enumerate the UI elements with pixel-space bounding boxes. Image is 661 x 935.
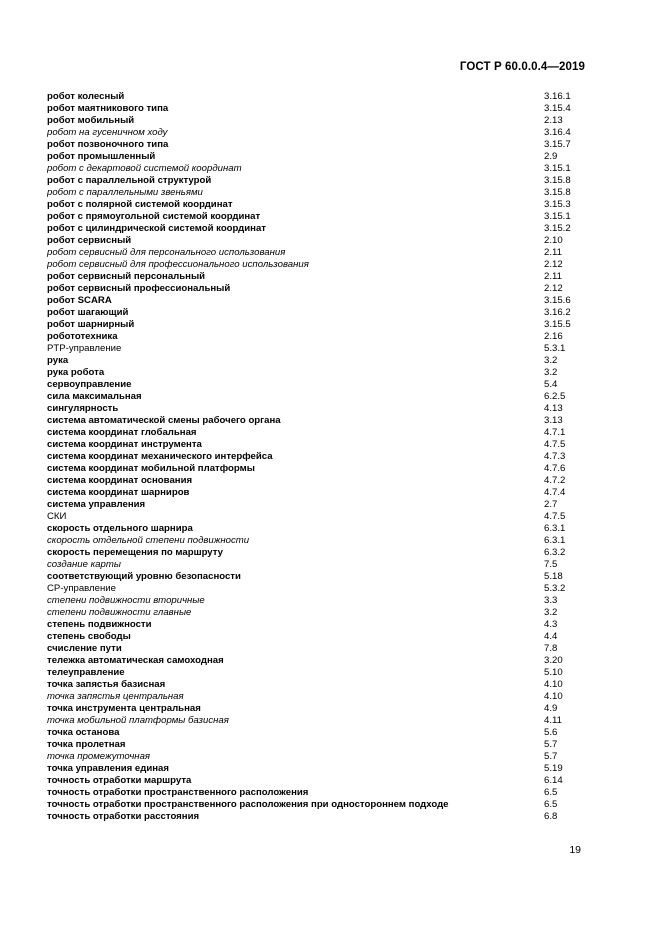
index-term: CP-управление	[47, 583, 116, 594]
index-entry	[47, 643, 607, 655]
index-entry	[47, 691, 607, 703]
index-term: система координат инструмента	[47, 439, 202, 450]
index-term: робот с прямоугольной системой координат	[47, 211, 261, 222]
index-entry	[47, 307, 607, 319]
index-entry	[47, 379, 607, 391]
index-term: степени подвижности главные	[47, 607, 192, 618]
index-entry	[47, 607, 607, 619]
index-ref: 2.10	[544, 235, 563, 246]
index-entry	[47, 223, 607, 235]
index-term: система координат механического интерфейса	[47, 451, 273, 462]
index-ref: 3.2	[544, 367, 558, 378]
index-term: тележка автоматическая самоходная	[47, 655, 224, 666]
index-term: точка мобильной платформы базисная	[47, 715, 229, 726]
index-term: робот сервисный для персонального использования	[47, 247, 286, 258]
index-ref: 5.19	[544, 763, 563, 774]
index-entry	[47, 739, 607, 751]
index-entry	[47, 619, 607, 631]
index-ref: 3.15.8	[544, 175, 571, 186]
index-entry	[47, 295, 607, 307]
index-entry	[47, 331, 607, 343]
index-entry	[47, 703, 607, 715]
index-entry	[47, 355, 607, 367]
index-term: система управления	[47, 499, 146, 510]
index-ref: 4.11	[544, 715, 562, 726]
index-ref: 6.14	[544, 775, 563, 786]
index-ref: 2.11	[544, 271, 562, 282]
index-entry	[47, 763, 607, 775]
index-ref: 6.5	[544, 799, 558, 810]
index-ref: 3.16.4	[544, 127, 571, 138]
index-ref: 3.15.3	[544, 199, 571, 210]
index-ref: 4.3	[544, 619, 558, 630]
index-term: СКИ	[47, 511, 67, 522]
index-term: робот сервисный	[47, 235, 132, 246]
index-term: робот с параллельной структурой	[47, 175, 212, 186]
index-entry	[47, 127, 607, 139]
index-entry	[47, 631, 607, 643]
index-entry	[47, 727, 607, 739]
index-entry	[47, 139, 607, 151]
index-ref: 5.4	[544, 379, 558, 390]
index-term: сервоуправление	[47, 379, 132, 390]
index-ref: 5.10	[544, 667, 563, 678]
index-entry	[47, 547, 607, 559]
index-entry	[47, 235, 607, 247]
index-entry	[47, 115, 607, 127]
index-ref: 6.3.2	[544, 547, 566, 558]
index-ref: 3.3	[544, 595, 558, 606]
index-term: сила максимальная	[47, 391, 142, 402]
index-ref: 3.20	[544, 655, 563, 666]
index-term: робот SCARA	[47, 295, 112, 306]
index-term: степень свободы	[47, 631, 131, 642]
index-ref: 5.7	[544, 751, 558, 762]
index-ref: 5.18	[544, 571, 563, 582]
index-entry	[47, 91, 607, 103]
index-term: робот с параллельными звеньями	[47, 187, 203, 198]
index-entry	[47, 595, 607, 607]
index-entry	[47, 655, 607, 667]
index-term: робот с полярной системой координат	[47, 199, 233, 210]
index-term: робот позвоночного типа	[47, 139, 169, 150]
index-entry	[47, 319, 607, 331]
index-term: соответствующий уровню безопасности	[47, 571, 241, 582]
index-ref: 6.3.1	[544, 535, 566, 546]
index-ref: 4.7.3	[544, 451, 566, 462]
index-entry	[47, 679, 607, 691]
index-ref: 3.2	[544, 355, 558, 366]
index-entry	[47, 343, 607, 355]
index-term: точка запястья базисная	[47, 679, 166, 690]
index-ref: 3.15.1	[544, 211, 571, 222]
index-entry	[47, 187, 607, 199]
index-ref: 6.8	[544, 811, 558, 822]
index-term: робот промышленный	[47, 151, 156, 162]
index-term: робот колесный	[47, 91, 125, 102]
index-ref: 3.15.1	[544, 163, 571, 174]
index-entry	[47, 451, 607, 463]
index-entry	[47, 511, 607, 523]
index-entry	[47, 163, 607, 175]
index-term: робототехника	[47, 331, 118, 342]
index-entry	[47, 427, 607, 439]
index-term: счисление пути	[47, 643, 122, 654]
index-term: сингулярность	[47, 403, 119, 414]
index-entry	[47, 403, 607, 415]
index-ref: 2.12	[544, 283, 563, 294]
index-ref: 7.8	[544, 643, 558, 654]
index-term: точка останова	[47, 727, 120, 738]
index-ref: 3.15.5	[544, 319, 571, 330]
index-entry	[47, 199, 607, 211]
index-ref: 4.10	[544, 679, 563, 690]
index-ref: 2.11	[544, 247, 562, 258]
index-entry	[47, 583, 607, 595]
index-ref: 2.7	[544, 499, 558, 510]
index-term: система координат глобальная	[47, 427, 197, 438]
index-ref: 7.5	[544, 559, 558, 570]
index-term: точка запястья центральная	[47, 691, 184, 702]
index-entry	[47, 463, 607, 475]
index-term: степени подвижности вторичные	[47, 595, 205, 606]
index-ref: 2.9	[544, 151, 558, 162]
index-term: точность отработки маршрута	[47, 775, 192, 786]
index-entry	[47, 283, 607, 295]
index-term: телеуправление	[47, 667, 125, 678]
index-term: точность отработки пространственного расположения	[47, 787, 309, 798]
index-entry	[47, 571, 607, 583]
index-ref: 4.10	[544, 691, 563, 702]
index-entry	[47, 751, 607, 763]
index-ref: 4.7.6	[544, 463, 566, 474]
index-ref: 2.13	[544, 115, 563, 126]
index-entry	[47, 151, 607, 163]
index-entry	[47, 775, 607, 787]
index-ref: 4.7.2	[544, 475, 566, 486]
term-index	[47, 91, 607, 823]
page-number: 19	[569, 844, 581, 856]
index-term: точка пролетная	[47, 739, 126, 750]
index-entry	[47, 415, 607, 427]
index-ref: 5.3.2	[544, 583, 566, 594]
index-term: рука	[47, 355, 69, 366]
index-entry	[47, 799, 607, 811]
index-term: скорость отдельной степени подвижности	[47, 535, 250, 546]
index-term: степень подвижности	[47, 619, 152, 630]
index-entry	[47, 103, 607, 115]
index-term: робот шарнирный	[47, 319, 135, 330]
index-ref: 4.7.1	[544, 427, 566, 438]
index-entry	[47, 787, 607, 799]
index-ref: 3.15.6	[544, 295, 571, 306]
index-ref: 2.12	[544, 259, 563, 270]
index-term: робот мобильный	[47, 115, 135, 126]
index-term: точка инструмента центральная	[47, 703, 201, 714]
index-term: точность отработки пространственного расположения при одностороннем подходе	[47, 799, 449, 810]
index-ref: 2.16	[544, 331, 563, 342]
index-ref: 5.3.1	[544, 343, 566, 354]
index-entry	[47, 715, 607, 727]
index-entry	[47, 391, 607, 403]
index-entry	[47, 559, 607, 571]
index-term: рука робота	[47, 367, 105, 378]
index-entry	[47, 247, 607, 259]
index-entry	[47, 487, 607, 499]
index-term: робот сервисный персональный	[47, 271, 206, 282]
index-entry	[47, 439, 607, 451]
document-header: ГОСТ Р 60.0.0.4—2019	[459, 61, 585, 73]
index-term: робот с декартовой системой координат	[47, 163, 242, 174]
index-term: робот маятникового типа	[47, 103, 169, 114]
index-term: создание карты	[47, 559, 121, 570]
index-ref: 4.7.5	[544, 511, 566, 522]
index-term: робот сервисный для профессионального использования	[47, 259, 309, 270]
index-term: робот сервисный профессиональный	[47, 283, 231, 294]
index-term: точность отработки расстояния	[47, 811, 200, 822]
index-ref: 5.6	[544, 727, 558, 738]
index-entry	[47, 367, 607, 379]
index-term: система координат шарниров	[47, 487, 190, 498]
index-term: точка управления единая	[47, 763, 169, 774]
index-term: точка промежуточная	[47, 751, 151, 762]
index-ref: 4.13	[544, 403, 563, 414]
index-ref: 4.9	[544, 703, 558, 714]
index-entry	[47, 259, 607, 271]
index-ref: 4.7.4	[544, 487, 566, 498]
index-ref: 3.15.7	[544, 139, 571, 150]
index-entry	[47, 499, 607, 511]
index-term: система автоматической смены рабочего органа	[47, 415, 281, 426]
index-term: скорость перемещения по маршруту	[47, 547, 224, 558]
index-ref: 3.15.2	[544, 223, 571, 234]
index-entry	[47, 475, 607, 487]
index-term: система координат основания	[47, 475, 193, 486]
index-term: скорость отдельного шарнира	[47, 523, 193, 534]
index-entry	[47, 535, 607, 547]
index-ref: 6.2.5	[544, 391, 566, 402]
index-term: система координат мобильной платформы	[47, 463, 255, 474]
index-term: PTP-управление	[47, 343, 122, 354]
index-entry	[47, 211, 607, 223]
index-term: робот на гусеничном ходу	[47, 127, 168, 138]
index-term: робот шагающий	[47, 307, 129, 318]
index-ref: 6.5	[544, 787, 558, 798]
index-ref: 3.15.8	[544, 187, 571, 198]
index-entry	[47, 175, 607, 187]
index-ref: 3.15.4	[544, 103, 571, 114]
index-ref: 3.13	[544, 415, 563, 426]
index-ref: 4.7.5	[544, 439, 566, 450]
index-ref: 3.2	[544, 607, 558, 618]
index-entry	[47, 271, 607, 283]
index-ref: 6.3.1	[544, 523, 566, 534]
index-entry	[47, 667, 607, 679]
index-ref: 4.4	[544, 631, 558, 642]
index-ref: 5.7	[544, 739, 558, 750]
index-entry	[47, 811, 607, 823]
index-ref: 3.16.1	[544, 91, 571, 102]
index-ref: 3.16.2	[544, 307, 571, 318]
index-term: робот с цилиндрической системой координат	[47, 223, 266, 234]
index-entry	[47, 523, 607, 535]
